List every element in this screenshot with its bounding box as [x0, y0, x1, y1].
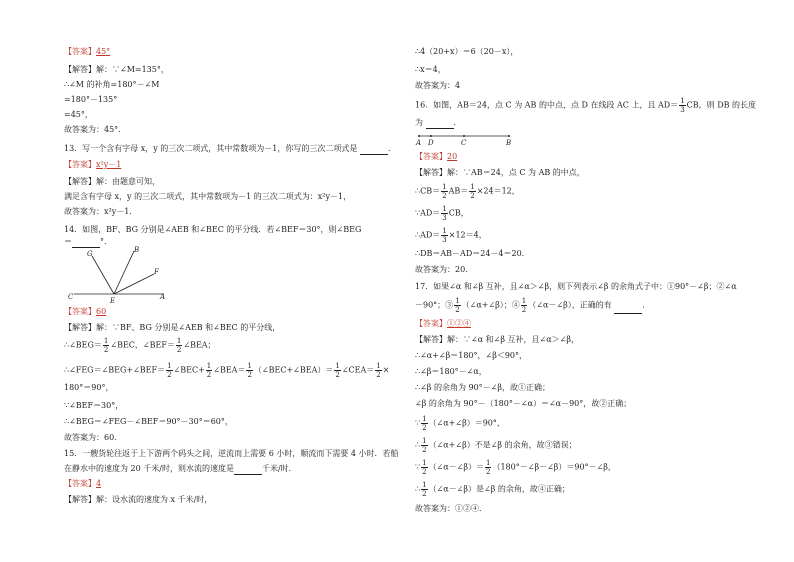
fraction: $\frac{1}{2}$ — [422, 459, 427, 476]
fraction: $\frac{1}{2}$ — [422, 481, 427, 498]
fraction: $\frac{1}{2}$ — [422, 437, 427, 454]
label-E: E — [110, 297, 116, 304]
fraction: $\frac{1}{3}$ — [442, 205, 447, 222]
explanation-13-line: 故答案为：x²y－1． — [64, 207, 138, 216]
fraction: $\frac{1}{2}$ — [167, 362, 172, 379]
question-17: 17．如果∠α 和∠β 互补，且∠α＞∠β，则下列表示∠β 的余角式子中：①90°－∠β；②∠α — [415, 282, 737, 291]
explanation-14-line: 故答案为：60． — [64, 433, 123, 442]
explanation-16-line: ∴CB＝ $\frac{1}{2}$ AB＝ $\frac{1}{2}$ ×24＝12， — [415, 183, 520, 200]
fraction: $\frac{1}{2}$ — [103, 337, 109, 354]
fraction: $\frac{1}{3}$ — [680, 97, 685, 114]
explanation-12-line: ∴∠M 的补角=180°－∠M — [64, 80, 160, 89]
fraction: $\frac{1}{2}$ — [521, 297, 527, 314]
fraction: $\frac{1}{2}$ — [206, 362, 212, 379]
answer-blank — [614, 305, 642, 314]
label-B: B — [506, 139, 512, 147]
angle-figure-14 — [64, 246, 174, 304]
label-F: F — [154, 268, 159, 276]
explanation-12-line: =180°－135° — [64, 95, 118, 104]
fraction: $\frac{1}{2}$ — [176, 337, 182, 354]
explanation-14-line: ∴∠FEG＝∠BEG+∠BEF＝ $\frac{1}{2}$ ∠BEC+ $\frac{1}{2}$ ∠BEA＝ $\frac{1}{2}$ （∠BEC+∠BEA）＝ $\frac{1}{2}$ ∠CEA＝ $\frac{1}{2}$ × — [64, 362, 390, 379]
explanation-12-line: =45°， — [64, 110, 93, 119]
explanation-13-line: 【解答】解：由题意可知， — [64, 177, 160, 186]
answer-15: 【答案】4 — [64, 479, 102, 488]
answer-14: 【答案】60 — [64, 307, 107, 316]
explanation-17-line: ∠β 的余角为 90°－（180°－∠α）＝∠α－90°，故②正确； — [415, 399, 632, 408]
label-C: C — [68, 293, 74, 301]
question-16: 16．如图，AB＝24，点 C 为 AB 的中点，点 D 在线段 AC 上，且 AD＝ $\frac{1}{3}$ CB，则 DB 的长度 — [415, 97, 757, 114]
explanation-17-line: ∴∠β 的余角为 90°－∠β，故①正确； — [415, 383, 551, 392]
question-13: 13．写一个含有字母 x，y 的三次二项式，其中常数项为－1，你写的三次二项式是 ． — [64, 144, 396, 153]
label-G: G — [87, 250, 93, 258]
explanation-16-line: ∴DB＝AB－AD＝24－4＝20． — [415, 249, 530, 258]
fraction: $\frac{1}{2}$ — [442, 183, 447, 200]
explanation-17-line: ∴∠β＝180°－∠α， — [415, 367, 487, 376]
answer-17: 【答案】①②④ — [415, 319, 471, 328]
segment-figure-16 — [415, 130, 515, 148]
explanation-16-line: 【解答】解：∵AB＝24，点 C 为 AB 的中点， — [415, 168, 585, 177]
fraction: $\frac{1}{2}$ — [335, 362, 340, 379]
fraction: $\frac{1}{2}$ — [470, 183, 475, 200]
answer-16: 【答案】20 — [415, 152, 458, 161]
explanation-14-line: 180°＝90°， — [64, 383, 114, 392]
question-15-cont: 在静水中的速度为 20 千米/时，则水流的速度是 千米/时． — [64, 464, 297, 473]
explanation-14-line: ∴∠BEG＝∠FEG－∠BEF＝90°－30°＝60°， — [64, 417, 233, 426]
explanation-15-line: 【解答】解：设水流的速度为 x 千米/时， — [64, 495, 213, 504]
explanation-17-line: ∵ $\frac{1}{2}$ （∠α－∠β）＝ $\frac{1}{2}$ （180°－∠β－∠β）＝90°－∠β， — [415, 459, 616, 476]
question-17-cont: －90°；③ $\frac{1}{2}$ （∠α+∠β）；④ $\frac{1}{2}$ （∠α－∠β），正确的有 ． — [415, 297, 651, 314]
explanation-17-line: 【解答】解：∵∠α 和∠β 互补，且∠α＞∠β， — [415, 335, 579, 344]
question-15: 15．一艘货轮往返于上下游两个码头之间，逆流而上需要 6 小时，顺流而下需要 4 小时．若船 — [64, 449, 399, 458]
explanation-14-line: ∵∠BEF＝30°， — [64, 401, 124, 410]
fraction: $\frac{1}{2}$ — [376, 362, 381, 379]
explanation-12-line: 故答案为：45°． — [64, 125, 127, 134]
explanation-17-line: ∴ $\frac{1}{2}$ （∠α+∠β）不是∠β 的余角，故③错误； — [415, 437, 577, 454]
fraction: $\frac{1}{3}$ — [442, 227, 447, 244]
explanation-17-line: 故答案为：①②④． — [415, 504, 487, 513]
question-14: 14．如图，BF、BG 分别是∠AEB 和∠BEC 的平分线．若∠BEF＝30°，则∠BEG — [64, 225, 362, 234]
explanation-15-line: ∴4（20+x）＝6（20－x）， — [415, 47, 519, 56]
answer-blank — [360, 146, 388, 155]
explanation-14-line: ∴∠BEG＝ $\frac{1}{2}$ ∠BEC，∠BEF＝ $\frac{1}{2}$ ∠BEA； — [64, 337, 216, 354]
answer-blank — [234, 466, 262, 475]
label-A: A — [416, 139, 422, 147]
answer-blank — [426, 120, 454, 129]
answer-12: 【答案】45° — [64, 47, 111, 56]
fraction: $\frac{1}{2}$ — [455, 297, 460, 314]
explanation-16-line: ∵AD＝ $\frac{1}{3}$ CB， — [415, 205, 469, 222]
explanation-15-line: 故答案为：4 — [415, 81, 461, 90]
explanation-13-line: 满足含有字母 x，y 的三次二项式，其中常数项为－1 的三次二项式为：x²y－1， — [64, 192, 352, 201]
explanation-16-line: ∴AD＝ $\frac{1}{3}$ ×12＝4， — [415, 227, 487, 244]
explanation-17-line: ∴ $\frac{1}{2}$ （∠α－∠β）是∠β 的余角，故④正确； — [415, 481, 570, 498]
explanation-14-line: 【解答】解：∵BF、BG 分别是∠AEB 和∠BEC 的平分线， — [64, 323, 281, 332]
question-14-cont: ＝ °． — [64, 237, 112, 246]
explanation-15-line: ∴x＝4， — [415, 65, 446, 74]
explanation-12-line: 【解答】解：∵∠M=135°， — [64, 65, 169, 74]
explanation-17-line: ∵ $\frac{1}{2}$ （∠α+∠β）＝90°， — [415, 415, 505, 432]
fraction: $\frac{1}{2}$ — [486, 459, 491, 476]
label-D: D — [428, 139, 434, 147]
label-A: A — [160, 293, 166, 301]
label-C: C — [461, 139, 467, 147]
explanation-17-line: ∴∠α+∠β＝180°，∠β＜90°， — [415, 351, 528, 360]
question-16-cont: 为 ． — [415, 118, 462, 127]
fraction: $\frac{1}{2}$ — [247, 362, 252, 379]
label-B: B — [134, 246, 140, 254]
answer-13: 【答案】x²y－1 — [64, 160, 122, 169]
fraction: $\frac{1}{2}$ — [422, 415, 427, 432]
explanation-16-line: 故答案为：20． — [415, 265, 474, 274]
